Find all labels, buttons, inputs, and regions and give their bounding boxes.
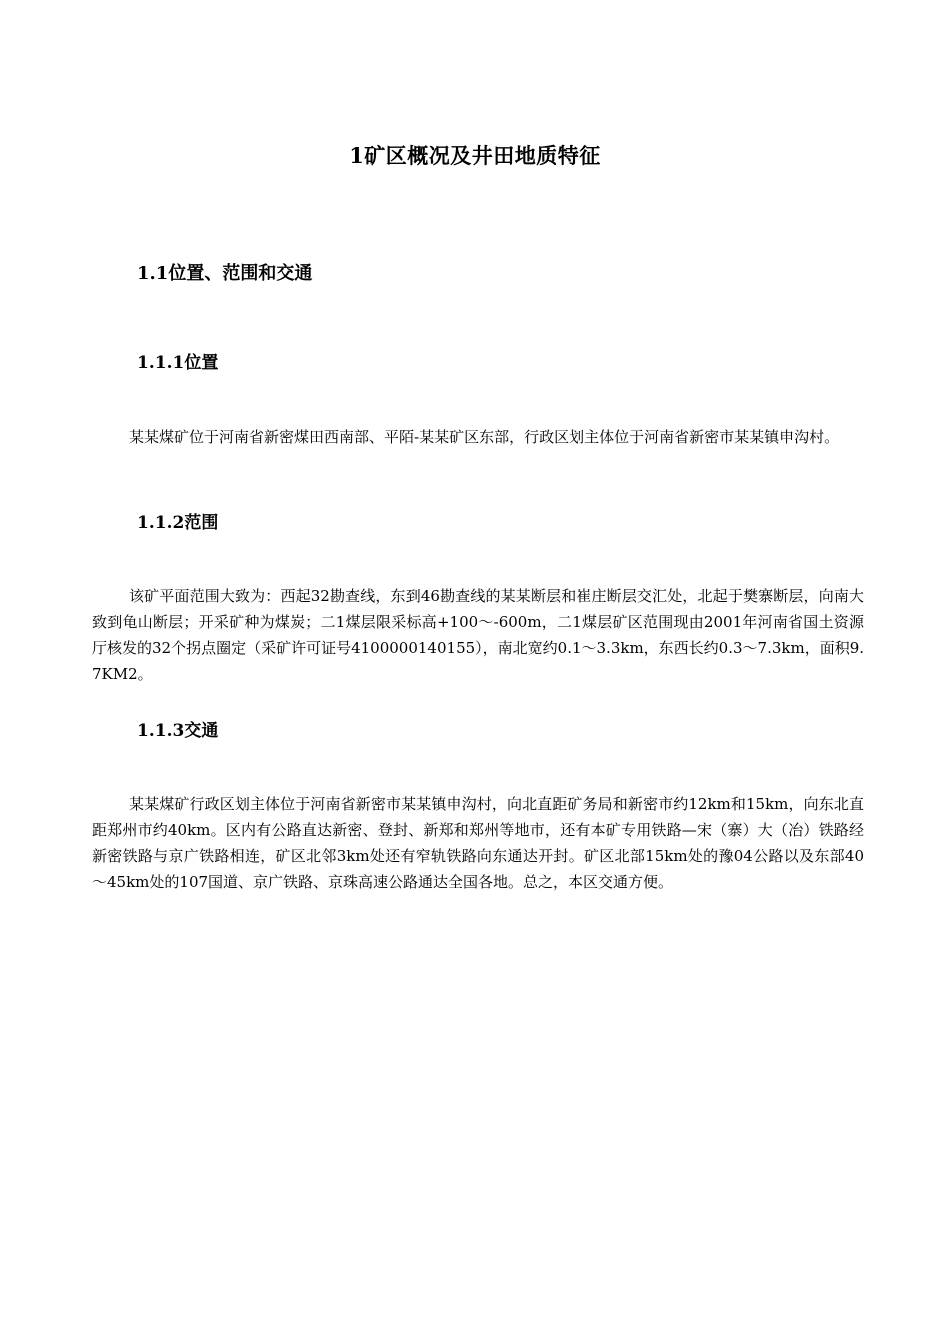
section-heading-1-1: 1.1位置、范围和交通 xyxy=(137,263,313,284)
paragraph-extent: 该矿平面范围大致为：西起32勘查线，东到46勘查线的某某断层和崔庄断层交汇处，北起于樊寨断层，向南大致到龟山断层；开采矿种为煤炭；二1煤层限采标高+100～-600m，二1煤层矿区范围现由2001年河南省国土资源厅核发的32个拐点圈定（采矿许可证号4100000140155），南北宽约0.1～3.3km，东西长约0.3～7.3km，面积9.7KM2。 xyxy=(92,587,865,683)
chapter-title: 1矿区概况及井田地质特征 xyxy=(349,143,601,168)
paragraph-location: 某某煤矿位于河南省新密煤田西南部、平陌-某某矿区东部，行政区划主体位于河南省新密市某某镇申沟村。 xyxy=(129,428,840,446)
section-heading-1-1-3: 1.1.3交通 xyxy=(137,721,219,741)
section-heading-1-1-2: 1.1.2范围 xyxy=(137,513,219,533)
section-heading-1-1-1: 1.1.1位置 xyxy=(137,353,219,373)
paragraph-transport: 某某煤矿行政区划主体位于河南省新密市某某镇申沟村，向北直距矿务局和新密市约12km和15km，向东北直距郑州市约40km。区内有公路直达新密、登封、新郑和郑州等地市，还有本矿专用铁路—宋（寨）大（冶）铁路经新密铁路与京广铁路相连，矿区北邻3km处还有窄轨铁路向东通达开封。矿区北部15km处的豫04公路以及东部40～45km处的107国道、京广铁路、京珠高速公路通达全国各地。总之，本区交通方便。 xyxy=(92,795,864,891)
